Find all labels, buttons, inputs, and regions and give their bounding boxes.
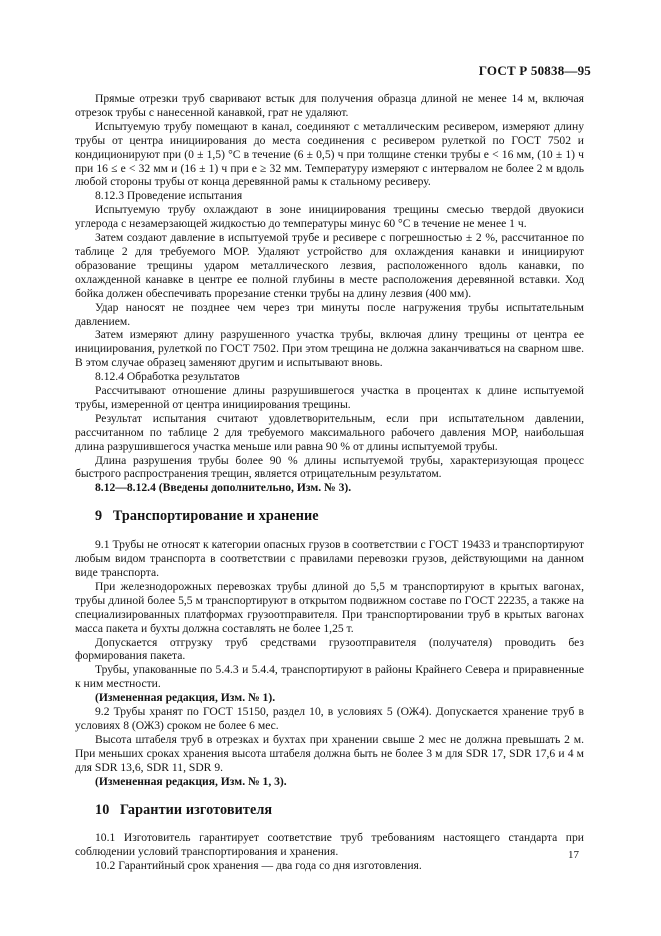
paragraph-10-2: 10.2 Гарантийный срок хранения — два года со дня изготовления. <box>95 859 422 873</box>
amendment-note-1: (Измененная редакция, Изм. № 1). <box>95 691 276 705</box>
paragraph-result-negative: Длина разрушения трубы более 90 % длины испытуемой трубы, характеризующая процесс быстрого распространения трещин, является отрицательным результатом. <box>75 453 584 481</box>
paragraph-railway-transport: При железнодорожных перевозках трубы длиной до 5,5 м транспортируют в крытых вагонах, трубы длиной более 5,5 м транспортируют в открытом подвижном составе по ГОСТ 22235, а также на специализированных платформах грузоотправителя. При транспортировании труб в крытых вагонах масса пакета и бухты должна составлять не более 1,25 т. <box>75 579 584 635</box>
section-heading-9 <box>75 510 584 524</box>
paragraph-stack-height: Высота штабеля труб в отрезках и бухтах при хранении свыше 2 мес не должна превышать 2 м. При меньших сроках хранения высота штабеля должна быть не более 3 м для SDR 17, SDR 17,6 и 4 м для SDR 13,6, SDR 11, SDR 9. <box>75 732 584 774</box>
paragraph-measure-length: Затем измеряют длину разрушенного участка трубы, включая длину трещины от центра ее инициирования, рулеткой по ГОСТ 7502. При этом трещина не должна заканчиваться на сварном шве. В этом случае образец заменяют другим и испытывают вновь. <box>75 328 584 370</box>
amendment-note-8-12: 8.12—8.12.4 (Введены дополнительно, Изм. № 3). <box>95 481 352 495</box>
section-heading-10 <box>75 801 584 818</box>
paragraph-far-north: Трубы, упакованные по 5.4.3 и 5.4.4, транспортируют в районы Крайнего Севера и приравненные к ним местности. <box>75 663 584 691</box>
paragraph-10-1: 10.1 Изготовитель гарантирует соответствие труб требованиям настоящего стандарта при соблюдении условий транспортирования и хранения. <box>75 831 584 859</box>
paragraph-conditioning: Испытуемую трубу помещают в канал, соединяют с металлическим ресивером, измеряют длину трубы от центра инициирования до места соединения с ресивером рулеткой по ГОСТ 7502 и кондиционируют при (0 ± 1,5) °С в течение (6 ± 0,5) ч при толщине стенки трубы e < 16 мм, (10 ± 1) ч при 16 ≤ e < 32 мм и (16 ± 1) ч при e ≥ 32 мм. Температуру измеряют с интервалом не более 2 м вдоль любой стороны трубы от конца деревянной рамы к стальному ресиверу. <box>75 119 584 189</box>
subsection-8-12-3-heading: 8.12.3 Проведение испытания <box>95 189 243 203</box>
document-body <box>75 92 584 873</box>
paragraph-cooling: Испытуемую трубу охлаждают в зоне инициирования трещины смесью твердой двуокиси углерода с незамерзающей жидкостью до температуры минус 60 °С в течение не менее 1 ч. <box>75 203 584 231</box>
paragraph-shipment-without-package: Допускается отгрузку труб средствами грузоотправителя (получателя) проводить без формирования пакета. <box>75 635 584 663</box>
paragraph-9-1: 9.1 Трубы не относят к категории опасных грузов в соответствии с ГОСТ 19433 и транспортируют любым видом транспорта в соответствии с правилами перевозки грузов, действующими на данном виде транспорта. <box>75 538 584 579</box>
paragraph-pressurize: Затем создают давление в испытуемой трубе и ресивере с погрешностью ± 2 %, рассчитанное по таблице 2 для требуемого МОР. Удаляют устройство для охлаждения канавки и инициируют образование трещины ударом металлического лезвия, расположенного вдоль канавки, по охлажденной канавке в центре ее полной глубины в месте расположения деревянной вставки. Ход бойка должен обеспечивать прорезание стенки трубы на длину лезвия (400 мм). <box>75 231 584 300</box>
section-number-10: 10 <box>95 801 110 818</box>
subsection-8-12-4-heading: 8.12.4 Обработка результатов <box>95 370 240 384</box>
paragraph-weld-segments: Прямые отрезки труб сваривают встык для получения образца длиной не менее 14 м, включая отрезок трубы с нанесенной канавкой, грат не удаляют. <box>75 92 584 119</box>
paragraph-impact: Удар наносят не позднее чем через три минуты после нагружения трубы испытательным давлением. <box>75 300 584 328</box>
section-number-9: 9 <box>95 508 103 525</box>
running-header-standard: ГОСТ Р 50838—95 <box>478 63 591 78</box>
paragraph-9-2: 9.2 Трубы хранят по ГОСТ 15150, раздел 10, в условиях 5 (ОЖ4). Допускается хранение труб в условиях 8 (ОЖ3) сроком не более 6 мес. <box>75 705 584 732</box>
section-title-10: Гарантии изготовителя <box>120 801 273 818</box>
section-title-9: Транспортирование и хранение <box>112 508 319 525</box>
paragraph-ratio: Рассчитывают отношение длины разрушившегося участка в процентах к длине испытуемой трубы, измеренной от центра инициирования трещины. <box>75 384 584 411</box>
paragraph-result-satisfactory: Результат испытания считают удовлетворительным, если при испытательном давлении, рассчитанном по таблице 2 для требуемого максимального рабочего давления МОР, наибольшая длина разрушившегося участка меньше или равна 90 % от длины испытуемой трубы. <box>75 411 584 453</box>
page-number: 17 <box>568 849 579 861</box>
amendment-note-1-3: (Измененная редакция, Изм. № 1, 3). <box>95 774 287 788</box>
